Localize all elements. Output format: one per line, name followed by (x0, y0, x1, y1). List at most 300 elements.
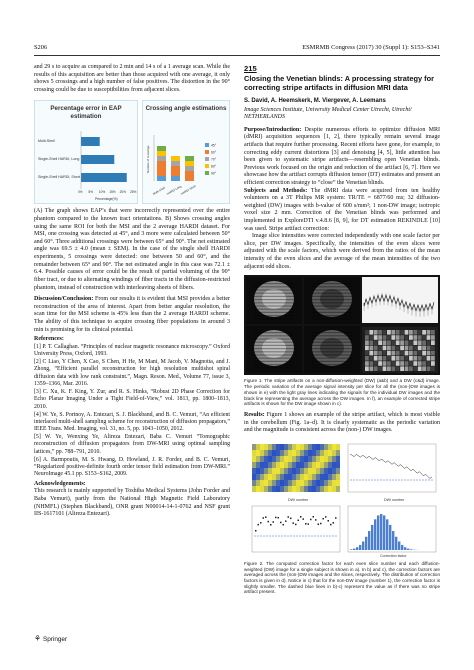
springer-logo-icon: ⚘ (34, 634, 42, 643)
correction-point (270, 524, 272, 526)
stripe-tile (365, 336, 369, 341)
eap-row-label: Multi-Shell (38, 139, 55, 144)
heatmap-cell (256, 480, 260, 486)
stripe-line (312, 306, 352, 307)
heatmap-cell (256, 486, 260, 492)
heatmap-cell (292, 462, 296, 468)
stripe-tile (378, 346, 382, 351)
heatmap-cell (288, 456, 292, 462)
stripe-tile (391, 336, 395, 341)
stripe-tile (387, 362, 391, 367)
heatmap-cell (264, 474, 268, 480)
brain-slices-panel (244, 275, 440, 375)
heatmap-cell (328, 450, 332, 456)
heatmap-cell (288, 468, 292, 474)
stripe-tile (378, 362, 382, 367)
reference-item: [2] C Liao, Y Chen, X Cao, S Chen, H He, M Mani, M Jacob, V. Magnotta, and J. Zhong, “Efficient parallel reconstruction for high resolution multishot spiral diffusion data with low rank constraint.”, Magn. Reson. Med., Volume 77, issue 3, 1359–1366, Mar. 2016. (34, 359, 230, 388)
heatmap-cell (316, 450, 320, 456)
heatmap-cell (272, 468, 276, 474)
heatmap-cell (280, 456, 284, 462)
crossing-category: HARDI Long (166, 184, 183, 197)
stripe-tile (418, 336, 422, 341)
methods-text: The dMRI data were acquired from ten healthy volunteers on a 3T Philips MR system: TR/TE = 6877/60 ms; 32 diffusion-weighted (DW) images with b-value of 600 s/mm²; 1 non-DW image; isotropic voxel size 2 mm. Correction of the Venetian blinds was performed and implemented in ExploreDTI v.4.8.6 [8, 9], for DT estimation REKINDLE [10] was used. Stripe artifact correction: (244, 187, 440, 232)
heatmap-cell (312, 486, 316, 492)
heatmap-cell (332, 450, 336, 456)
histogram-bar (404, 547, 406, 550)
heatmap-cell (296, 444, 300, 450)
correction-point (280, 521, 282, 523)
stripe-line (312, 296, 352, 297)
reference-item: [3] C. Xu, K. F. King, Y. Zur, and R. S. Hinks, “Robust 2D Phase Correction for Echo Planar Imaging Under a Tight Field-of-View,” vol. 1813, pp. 1800–1813, 2010. (34, 388, 230, 410)
reference-item: [4] W. Ye, S. Portnoy, A. Entezari, S. J. Blackband, and B. C. Vemuri, “An efficient interlaced multi-shell sampling scheme for reconstruction of diffusion propagators,” IEEE Trans. Med. Imaging, vol. 31, no. 5, pp. 1043–1050, 2012. (34, 411, 230, 433)
stripe-line (312, 342, 352, 343)
heatmap-cell (316, 468, 320, 474)
stripe-tile (374, 330, 378, 335)
stripe-line (254, 283, 294, 284)
page-number: S206 (34, 44, 48, 51)
heatmap-cell (328, 444, 332, 450)
stripe-tile (378, 336, 382, 341)
correction-point (328, 520, 330, 522)
heatmap-cell (288, 450, 292, 456)
stripe-tile (387, 346, 391, 351)
stripe-tile (409, 341, 413, 346)
stripe-tile (391, 330, 395, 335)
stripe-tile (391, 351, 395, 356)
fig2-xlabel-b: DWI number (384, 497, 405, 502)
histogram-bar (359, 545, 361, 550)
heatmap-cell (280, 468, 284, 474)
stripe-tile (400, 362, 404, 367)
stripe-tile (409, 336, 413, 341)
stripe-line (254, 339, 294, 340)
heatmap-cell (308, 444, 312, 450)
heatmap-cell (324, 462, 328, 468)
histogram-bar (389, 525, 391, 550)
stripe-tile (409, 351, 413, 356)
crossing-panel (142, 100, 230, 204)
heatmap-cell (324, 474, 328, 480)
heatmap-cell (300, 480, 304, 486)
stripe-tile (405, 367, 409, 372)
eap-row-label: Single-Shell HARDI, Long (38, 157, 80, 162)
heatmap-cell (260, 456, 264, 462)
stripe-tile (400, 336, 404, 341)
heatmap-cell (316, 486, 320, 492)
heatmap-cell (272, 486, 276, 492)
heatmap-cell (336, 468, 340, 474)
crossing-bar-segment (171, 176, 180, 181)
stripe-line (254, 312, 294, 313)
stripe-tile (405, 351, 409, 356)
results-text: Figure 1 shows an example of the stripe artifact, which is most visible in the cerebellum (Fig. 1a–d). It is clearly systematic as the periodic variation and the magnitude is consistent across the (non-) DW images. (244, 411, 440, 434)
heatmap-cell (296, 462, 300, 468)
legend-swatch (205, 164, 209, 168)
stripe-line (254, 361, 294, 362)
heatmap-cell (308, 456, 312, 462)
heatmap-cell (296, 486, 300, 492)
heatmap-cell (320, 480, 324, 486)
heatmap-cell (320, 486, 324, 492)
stripe-tile (427, 356, 431, 361)
stripe-tile (396, 336, 400, 341)
heatmap-cell (288, 462, 292, 468)
heatmap-cell (256, 444, 260, 450)
crossing-bar-chart (143, 101, 231, 205)
stripe-tile (400, 356, 404, 361)
crossing-bar-segment (157, 151, 166, 156)
heatmap-cell (260, 474, 264, 480)
stripe-line (254, 358, 294, 359)
heatmap-cell (288, 486, 292, 492)
methods-paragraph-2: Image slice intensities were corrected independently with one scale factor per slice, per DW images. Specifically, the intensities of the even slices were adjusted with the scale factors, which were derived from the ratios of the mean intensity of the even slices and the average of the mean intensities of the two adjacent odd slices. (244, 233, 440, 270)
right-column (244, 64, 440, 600)
stripe-tile (369, 351, 373, 356)
heatmap-cell (292, 468, 296, 474)
stripe-tile (374, 351, 378, 356)
heatmap-cell (332, 462, 336, 468)
stripe-tile (365, 346, 369, 351)
heatmap-cell (284, 450, 288, 456)
stripe-tile (369, 330, 373, 335)
heatmap-cell (276, 468, 280, 474)
heatmap-cell (272, 450, 276, 456)
stripe-tile (431, 351, 435, 356)
stripe-line (312, 358, 352, 359)
figure-1-caption: Figure 1. The stripe artifacts on a non-diffusion-weighted (DW) (a&b) and a DW (c&d) image. The periodic variation of the average signal intensity per slice for all the (non-)DW images is shown in e) with the light gray lines indicating the signals for the individual DW images and the black line representing the average across the DW images. In f), an example of corrected stripe artifacts is shown for the DW image shown in c). (244, 378, 440, 407)
crossing-bar-segment (185, 161, 194, 166)
stripe-tile (369, 356, 373, 361)
heatmap-cell (296, 474, 300, 480)
figure-a-caption: (A) The graph shows EAP’s that were incorrectly represented over the entire phantom compared to the known tract orientations. B) Shows crossing angles using the same ROI for both the MSI and the 2 average HARDI dataset. For MSI, one crossing was detected at 45°, and 3 more were calculated between 50° and 60°. Three additional crossings were between 65° and 90°. The net estimated angle was 69.5 ± 4.0 (mean ± SEM). In the case of the single shell HARDI experiments, 5 crossings were detected: one between 50 and 60°, and the remainder between 65° and 90°. The net estimated angle in this case was 72.1 ± 6.4. Possible causes of error could be the result of partial voluming of the 90° fiber tract, or due to alternating windings of fiber tracts in the diffusion-restricted phantom, instead of construction with interleaving sheets of fibers. (34, 208, 230, 291)
heatmap-cell (304, 456, 308, 462)
stripe-line (254, 348, 294, 349)
histogram-bar (383, 515, 385, 550)
correction-point (265, 516, 267, 518)
stripe-tile (427, 362, 431, 367)
stripe-line (254, 290, 294, 291)
reference-item: [5] W. Ye, Wenxing Ye, Alireza Entezari, Baba C. Vemuri “Tomographic reconstruction of diffusion propagators from DW-MRI using optimal sampling lattices,” pp. 788–791, 2010. (34, 434, 230, 455)
stripe-tile (422, 351, 426, 356)
heatmap-cell (320, 474, 324, 480)
correction-point (275, 517, 277, 519)
header-rule (34, 55, 440, 56)
stripe-tile (422, 341, 426, 346)
crossing-bar-segment (157, 146, 166, 151)
heatmap-cell (272, 456, 276, 462)
correction-point (290, 517, 292, 519)
stripe-line (312, 368, 352, 369)
stripe-line (254, 352, 294, 353)
heatmap-cell (296, 450, 300, 456)
heatmap-cell (300, 456, 304, 462)
heatmap-cell (292, 486, 296, 492)
stripe-tile (422, 362, 426, 367)
heatmap-cell (264, 462, 268, 468)
stripe-tile (400, 367, 404, 372)
stripe-tile (405, 356, 409, 361)
heatmap-cell (264, 450, 268, 456)
stripe-tile (409, 356, 413, 361)
reference-item: [1] P. T. Callaghan. “Principles of nuclear magnetic resonance microscopy.” Oxford University Press, Oxford, 1993. (34, 343, 230, 358)
stripe-tile (431, 336, 435, 341)
histogram-bar (368, 531, 370, 550)
purpose-paragraph (244, 127, 440, 188)
stripe-tile (413, 367, 417, 372)
stripe-tile (378, 330, 382, 335)
heatmap-cell (264, 480, 268, 486)
heatmap-cell (268, 462, 272, 468)
stripe-tile (422, 367, 426, 372)
heatmap-cell (276, 474, 280, 480)
heatmap-cell (336, 486, 340, 492)
methods-label: Subjects and Methods: (244, 187, 308, 194)
abstract-number: 215 (244, 64, 257, 73)
heatmap-cell (280, 486, 284, 492)
stripe-tile (378, 351, 382, 356)
heatmap-cell (284, 474, 288, 480)
stripe-tile (431, 356, 435, 361)
journal-citation: ESMRMB Congress (2017) 30 (Suppl 1): S153–S341 (302, 44, 440, 51)
heatmap-cell (280, 480, 284, 486)
legend-swatch (205, 157, 209, 161)
stripe-tile (405, 341, 409, 346)
heatmap-cell (252, 450, 256, 456)
heatmap-cell (308, 450, 312, 456)
eap-x-tick: 15% (109, 190, 116, 195)
ack-text: This research is mainly supported by Toshiba Medical Systems (John Forder and Baba Vemuri), partly from the National High Magnetic Field Laboratory (NHMFL) (Stephen Blackband), ONR grant N00014-14-1-0762 and NSF grant IIS-1617101 (Alireza Entezari). (34, 488, 230, 518)
eap-bar (81, 173, 127, 182)
stripe-tile (374, 362, 378, 367)
heatmap-cell (300, 486, 304, 492)
heatmap-cell (284, 480, 288, 486)
heatmap-cell (316, 480, 320, 486)
heatmap-cell (300, 468, 304, 474)
stripe-line (312, 336, 352, 337)
stripe-line (254, 315, 294, 316)
stripe-tile (391, 356, 395, 361)
publisher-footer (34, 634, 67, 644)
heatmap-cell (332, 468, 336, 474)
heatmap-cell (252, 474, 256, 480)
heatmap-cell (304, 486, 308, 492)
stripe-tile (387, 341, 391, 346)
correction-point (293, 522, 295, 524)
heatmap-cell (312, 468, 316, 474)
heatmap-cell (284, 462, 288, 468)
stripe-line (312, 348, 352, 349)
stripe-line (254, 319, 294, 320)
eap-x-tick: 25% (130, 190, 137, 195)
stripe-tile (427, 330, 431, 335)
stripe-tile (413, 362, 417, 367)
heatmap-cell (264, 468, 268, 474)
eap-bar (81, 155, 114, 164)
heatmap-cell (252, 456, 256, 462)
heatmap-cell (264, 456, 268, 462)
stripe-tile (418, 367, 422, 372)
stripe-tile (396, 341, 400, 346)
stripe-tile (409, 330, 413, 335)
heatmap-cell (320, 450, 324, 456)
stripe-tile (431, 346, 435, 351)
stripe-tile (383, 356, 387, 361)
histogram-bar (353, 548, 355, 549)
heatmap-cell (336, 474, 340, 480)
eap-panel-title: Percentage error in EAP estimation (50, 105, 122, 120)
crossing-bar-segment (185, 156, 194, 161)
publisher-name: Springer (42, 636, 68, 643)
stripe-line (254, 287, 294, 288)
stripe-tile (387, 367, 391, 372)
discussion-label: Discussion/Conclusion: (34, 296, 94, 303)
stripe-tile (405, 362, 409, 367)
correction-point (325, 516, 327, 518)
heatmap-cell (256, 468, 260, 474)
abstract-title: Closing the Venetian blinds: A processing strategy for correcting stripe artifacts in diffusion MRI data (244, 74, 434, 93)
heatmap-cell (252, 480, 256, 486)
stripe-tile (431, 362, 435, 367)
stripe-line (312, 287, 352, 288)
stripe-tile (391, 367, 395, 372)
references-heading (34, 336, 230, 344)
stripe-tile (369, 336, 373, 341)
eap-bar (81, 137, 100, 146)
crossing-bar-segment (185, 166, 194, 171)
methods-paragraph (244, 188, 440, 234)
stripe-tile (396, 351, 400, 356)
histogram-bar (380, 514, 382, 550)
stripe-line (312, 293, 352, 294)
stripe-line (312, 319, 352, 320)
stripe-tile (427, 341, 431, 346)
heatmap-cell (256, 450, 260, 456)
heatmap-cell (324, 480, 328, 486)
legend-swatch (205, 143, 209, 147)
stripe-line (254, 303, 294, 304)
correction-point (278, 517, 280, 519)
heatmap-cell (276, 486, 280, 492)
stripe-tile (409, 346, 413, 351)
correction-point (285, 520, 287, 522)
eap-x-tick: 20% (119, 190, 126, 195)
heatmap-cell (332, 456, 336, 462)
heatmap-cell (268, 444, 272, 450)
references-label: References: (34, 336, 64, 343)
correction-point (320, 523, 322, 525)
discussion-paragraph (34, 296, 230, 334)
crossing-category: HARDI Short (180, 184, 197, 197)
heatmap-cell (304, 480, 308, 486)
heatmap-cell (308, 462, 312, 468)
stripe-tile (374, 356, 378, 361)
heatmap-cell (268, 456, 272, 462)
stripe-line (312, 315, 352, 316)
correction-point (330, 524, 332, 526)
stripe-tile (396, 346, 400, 351)
heatmap-cell (288, 444, 292, 450)
heatmap-cell (320, 456, 324, 462)
stripe-tile (378, 341, 382, 346)
stripe-line (312, 339, 352, 340)
figure-1-image (244, 275, 440, 375)
correction-point (323, 518, 325, 520)
stripe-line (312, 332, 352, 333)
heatmap-cell (252, 444, 256, 450)
heatmap-cell (324, 444, 328, 450)
heatmap-cell (268, 480, 272, 486)
heatmap-cell (268, 450, 272, 456)
heatmap-cell (332, 444, 336, 450)
purpose-label: Purpose/Introduction: (244, 126, 302, 133)
heatmap-cell (276, 462, 280, 468)
histogram-bar (407, 548, 409, 549)
stripe-line (312, 355, 352, 356)
heatmap-cell (268, 474, 272, 480)
stripe-tile (418, 341, 422, 346)
stripe-tile (422, 356, 426, 361)
crossing-category: Multi-Shell (152, 186, 166, 197)
heatmap-cell (316, 474, 320, 480)
correction-point (335, 517, 337, 519)
stripe-tile (405, 346, 409, 351)
stripe-line (312, 309, 352, 310)
stripe-line (312, 361, 352, 362)
heatmap-cell (300, 462, 304, 468)
heatmap-cell (260, 462, 264, 468)
stripe-line (254, 336, 294, 337)
stripe-line (254, 299, 294, 300)
correction-point (305, 523, 307, 525)
reference-item: [6] A. Barmpoutis, M. S. Hwang, D. Howland, J. R. Forder, and B. C. Vemuri, “Regularized positive-definite fourth order tensor field estimation from DW-MRI.” NeuroImage 45.1 pp. S153–S162, 2009. (34, 456, 230, 478)
histogram-bar (398, 541, 400, 550)
stripe-tile (427, 351, 431, 356)
legend-label: 80° (211, 164, 217, 169)
crossing-y-label: Number of crossings (146, 145, 150, 174)
heatmap-cell (260, 480, 264, 486)
stripe-tile (427, 346, 431, 351)
heatmap-cell (324, 486, 328, 492)
stripe-tile (365, 351, 369, 356)
heatmap-cell (268, 486, 272, 492)
heatmap-cell (284, 444, 288, 450)
stripe-tile (427, 336, 431, 341)
stripe-tile (387, 336, 391, 341)
heatmap-cell (304, 450, 308, 456)
stripe-tile (383, 330, 387, 335)
stripe-tile (387, 330, 391, 335)
heatmap-cell (328, 486, 332, 492)
crossing-bar-segment (171, 166, 180, 176)
correction-point (298, 519, 300, 521)
heatmap-cell (288, 474, 292, 480)
heatmap-cell (276, 450, 280, 456)
heatmap-cell (336, 450, 340, 456)
stripe-tile (369, 346, 373, 351)
correction-point (263, 517, 265, 519)
heatmap-cell (336, 462, 340, 468)
crossing-bar-segment (157, 161, 166, 176)
heatmap-cell (292, 474, 296, 480)
heatmap-cell (280, 450, 284, 456)
correction-point (308, 523, 310, 525)
heatmap-cell (300, 450, 304, 456)
stripe-line (254, 296, 294, 297)
heatmap-cell (312, 462, 316, 468)
heatmap-cell (264, 486, 268, 492)
authors: S. David, A. Heemskerk, M. Viergever, A. Leemans (244, 98, 386, 105)
crossing-bar-segment (171, 161, 180, 166)
